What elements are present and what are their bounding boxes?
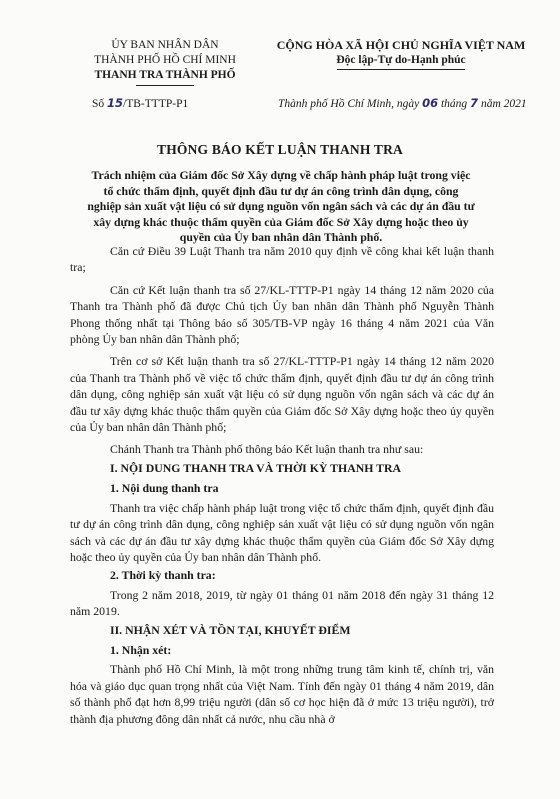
place-date-text-2: tháng bbox=[440, 98, 468, 110]
document-title: THÔNG BÁO KẾT LUẬN THANH TRA bbox=[156, 142, 404, 157]
subsection-heading-1-1: 1. Nội dung thanh tra bbox=[110, 481, 219, 496]
date-month-handwritten: 7 bbox=[470, 96, 479, 110]
paragraph-legal-basis-2: Căn cứ Kết luận thanh tra số 27/KL-TTTP-P1 ngày 14 tháng 12 năm 2020 của Thanh tra Thành phố đã được Chủ tịch Ủy ban nhân dân Thành phố Nguyễn Thành Phong thống nhất tại Thông báo số 305/TB-VP ngày 16 tháng 4 năm 2021 của Văn phòng Ủy ban nhân dân Thành phố; bbox=[70, 282, 494, 347]
doc-number-handwritten: 15 bbox=[107, 96, 124, 110]
paragraph-legal-basis-1: Căn cứ Điều 39 Luật Thanh tra năm 2010 quy định về công khai kết luận thanh tra; bbox=[70, 244, 494, 275]
document-subject: Trách nhiệm của Giám đốc Sở Xây dựng về chấp hành pháp luật trong việc tổ chức thẩm định, quyết định đầu tư dự án công trình dân dụng, công nghiệp sản xuất vật liệu có sử dụng nguồn vốn ngân sách và các dự án đầu tư xây dựng khác thuộc thẩm quyền của Giám đốc Sở Xây dựng hoặc theo ủy quyền của Ủy ban nhân dân Thành phố. bbox=[87, 168, 475, 245]
agency-line-1: ỦY BAN NHÂN DÂN bbox=[111, 39, 219, 51]
document-number bbox=[92, 96, 188, 110]
paragraph-legal-basis-3: Trên cơ sở Kết luận thanh tra số 27/KL-TTTP-P1 ngày 14 tháng 12 năm 2020 của Thanh tra Thành phố về việc tổ chức thẩm định, quyết định đầu tư dự án công trình dân dụng, công nghiệp sản xuất vật liệu có sử dụng nguồn vốn ngân sách và các dự án đầu tư xây dựng khác thuộc thẩm quyền của Giám đốc Sở Xây dựng hoặc theo ủy quyền của Ủy ban nhân dân Thành phố; bbox=[70, 354, 494, 435]
place-date-text-1: Thành phố Hồ Chí Minh, ngày bbox=[278, 98, 420, 110]
national-name: CỘNG HÒA XÃ HỘI CHỦ NGHĨA VIỆT NAM bbox=[276, 38, 526, 52]
national-motto-header bbox=[266, 38, 536, 70]
section-heading-2: II. NHẬN XÉT VÀ TỒN TẠI, KHUYẾT ĐIỂM bbox=[110, 622, 351, 637]
subsection-heading-1-2: 2. Thời kỳ thanh tra: bbox=[110, 568, 216, 583]
place-and-date bbox=[278, 96, 527, 110]
motto-underline bbox=[337, 69, 465, 70]
date-day-handwritten: 06 bbox=[422, 96, 439, 110]
place-date-text-3: năm 2021 bbox=[480, 98, 527, 110]
doc-number-suffix: /TB-TTTP-P1 bbox=[123, 98, 189, 110]
doc-number-prefix: Số bbox=[92, 98, 105, 110]
agency-underline bbox=[136, 85, 194, 86]
subsection-heading-2-1: 1. Nhận xét: bbox=[110, 642, 172, 657]
agency-line-3: THANH TRA THÀNH PHỐ bbox=[94, 69, 236, 81]
national-motto: Độc lập-Tự do-Hạnh phúc bbox=[336, 54, 466, 66]
agency-line-2: THÀNH PHỐ HỒ CHÍ MINH bbox=[94, 54, 236, 66]
paragraph-inspection-period: Trong 2 năm 2018, 2019, từ ngày 01 tháng 01 năm 2018 đến ngày 31 tháng 12 năm 2019. bbox=[70, 587, 494, 619]
section-heading-1: I. NỘI DUNG THANH TRA VÀ THỜI KỲ THANH TRA bbox=[110, 460, 402, 475]
paragraph-remarks: Thành phố Hồ Chí Minh, là một trong những trung tâm kinh tế, chính trị, văn hóa và giáo dục quan trọng nhất của Việt Nam. Tính đến ngày 01 tháng 4 năm 2019, dân số thành phố đạt hơn 8,99 triệu người (dân số cơ học hiện đã ở mức 13 triệu người), trở thành địa phương đông dân nhất cả nước, nhu cầu nhà ở bbox=[70, 662, 494, 726]
paragraph-inspection-content: Thanh tra việc chấp hành pháp luật trong việc tổ chức thẩm định, quyết định đầu tư dự án công trình dân dụng, công nghiệp sản xuất vật liệu có sử dụng nguồn vốn ngân sách và các dự án đầu tư xây dựng khác thuộc thẩm quyền của Giám đốc Sở Xây dựng hoặc theo ủy quyền của Ủy ban nhân dân Thành phố. bbox=[70, 500, 494, 564]
issuing-agency-header bbox=[70, 38, 260, 86]
paragraph-announcement: Chánh Thanh tra Thành phố thông báo Kết luận thanh tra như sau: bbox=[110, 442, 424, 457]
document-body bbox=[70, 243, 494, 733]
